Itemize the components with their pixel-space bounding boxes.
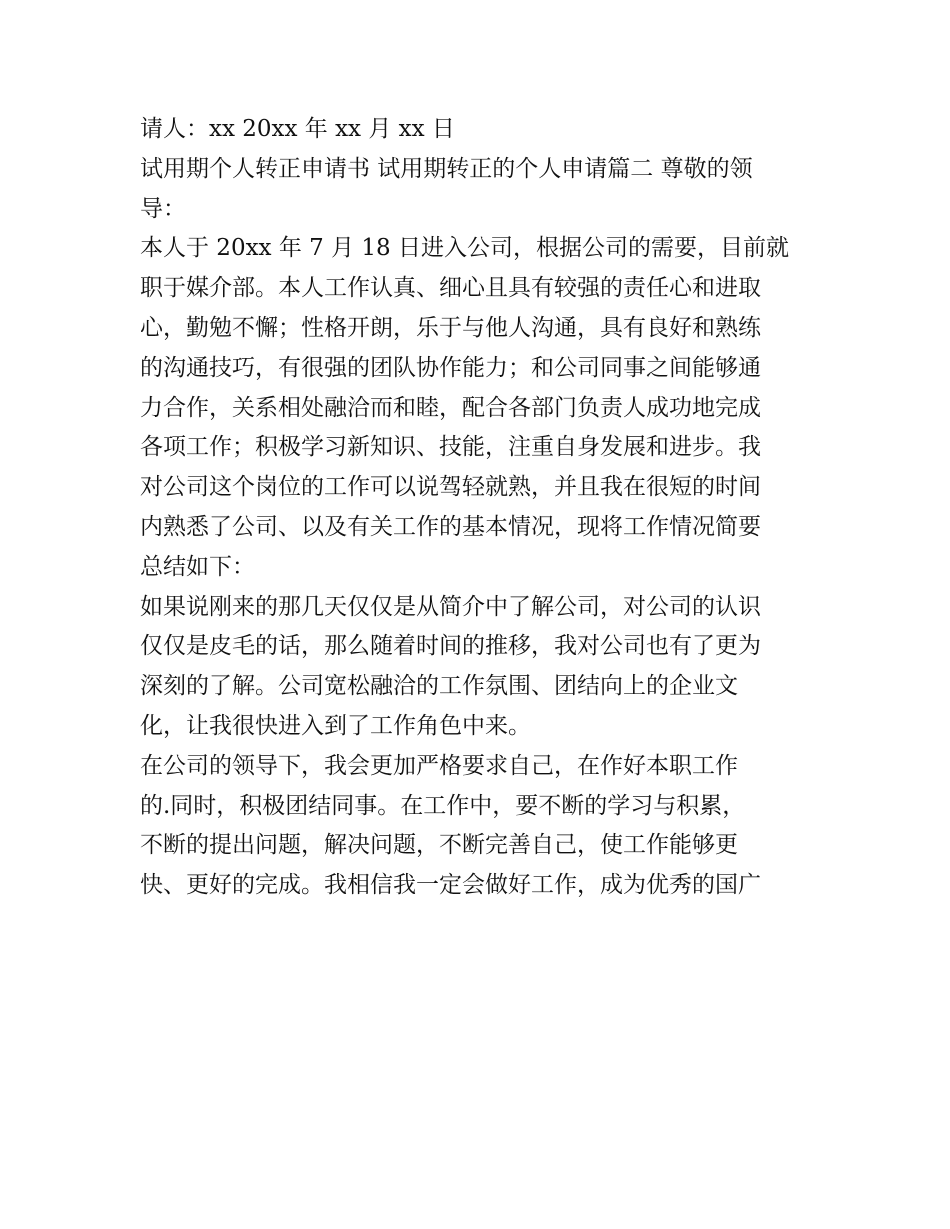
text-line: 职于媒介部。本人工作认真、细心且具有较强的责任心和进取: [140, 275, 761, 302]
text-line: 心，勤勉不懈；性格开朗，乐于与他人沟通，具有良好和熟练: [140, 314, 761, 341]
text-line: 深刻的了解。公司宽松融洽的工作氛围、团结向上的企业文: [140, 673, 738, 700]
text-line: 的沟通技巧，有很强的团队协作能力；和公司同事之间能够通: [140, 354, 761, 381]
text-line: 在公司的领导下，我会更加严格要求自己，在作好本职工作: [140, 752, 738, 779]
document-body: [140, 110, 820, 906]
text-line: 力合作，关系相处融洽而和睦，配合各部门负责人成功地完成: [140, 394, 761, 421]
text-line: 本人于 20xx 年 7 月 18 日进入公司，根据公司的需要，目前就: [140, 235, 789, 262]
text-line: 导：: [140, 195, 186, 222]
text-line: 如果说刚来的那几天仅仅是从简介中了解公司，对公司的认识: [140, 593, 761, 620]
text-line: 仅仅是皮毛的话，那么随着时间的推移，我对公司也有了更为: [140, 633, 761, 660]
text-line: 对公司这个岗位的工作可以说驾轻就熟，并且我在很短的时间: [140, 474, 761, 501]
text-line: 快、更好的完成。我相信我一定会做好工作，成为优秀的国广: [140, 872, 761, 899]
text-line: 试用期个人转正申请书 试用期转正的个人申请篇二 尊敬的领: [140, 155, 753, 182]
text-line: 的.同时，积极团结同事。在工作中，要不断的学习与积累，: [140, 792, 746, 819]
text-line: 不断的提出问题，解决问题，不断完善自己，使工作能够更: [140, 832, 738, 859]
text-line: 请人：xx 20xx 年 xx 月 xx 日: [140, 116, 455, 142]
text-line: 总结如下：: [140, 553, 255, 580]
text-line: 化，让我很快进入到了工作角色中来。: [140, 712, 531, 739]
text-line: 内熟悉了公司、以及有关工作的基本情况，现将工作情况简要: [140, 513, 761, 540]
text-line: 各项工作；积极学习新知识、技能，注重自身发展和进步。我: [140, 434, 761, 461]
